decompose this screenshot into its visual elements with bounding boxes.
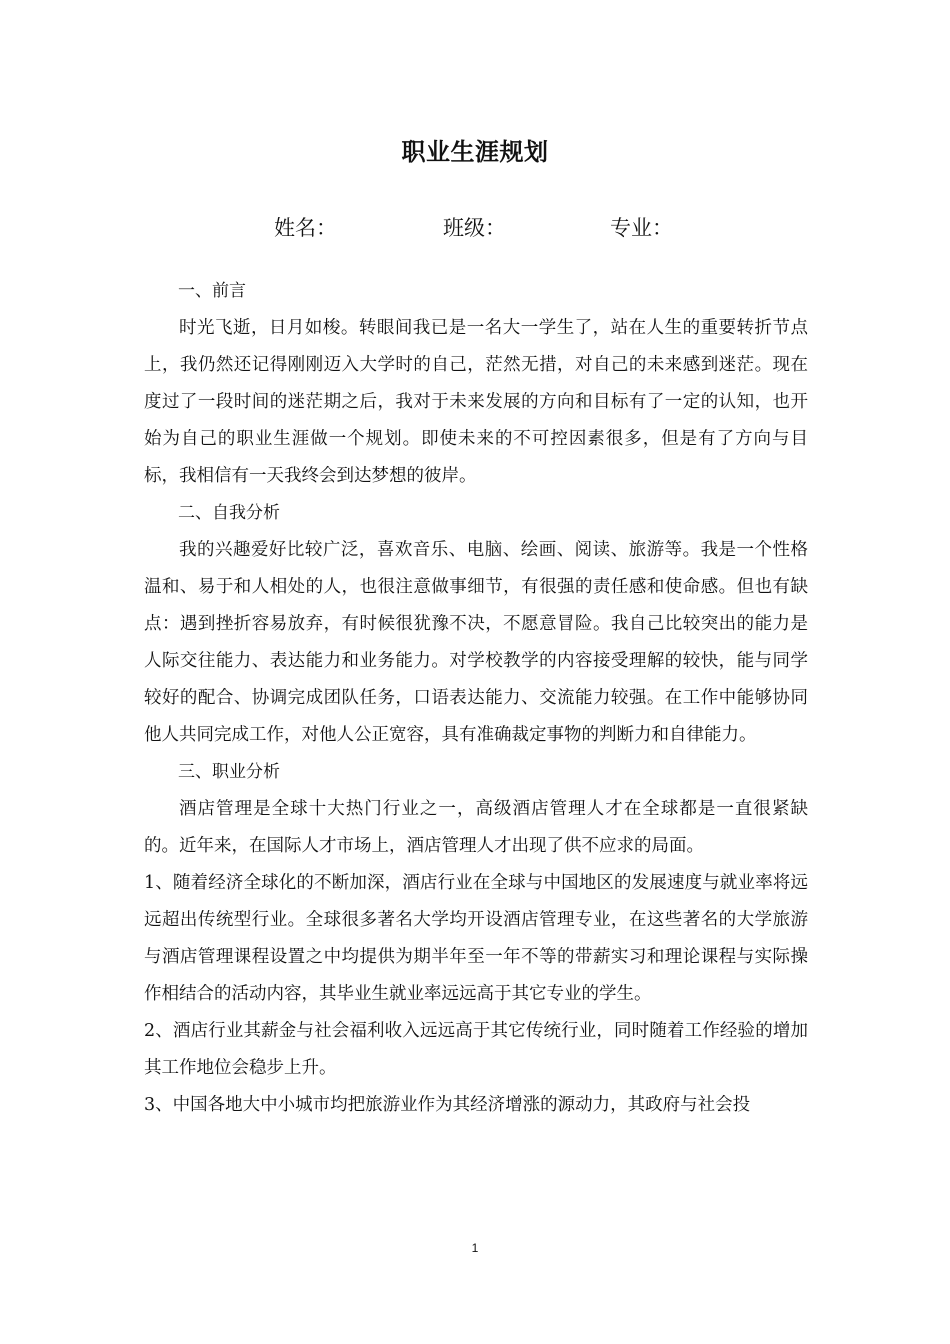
name-label: 姓名： <box>274 216 337 240</box>
section-heading-career-analysis: 三、职业分析 <box>178 762 280 782</box>
major-label: 专业： <box>610 216 673 240</box>
self-analysis-paragraph: 我的兴趣爱好比较广泛，喜欢音乐、电脑、绘画、阅读、旅游等。我是一个性格温和、易于和人相处的人，也很注意做事细节，有很强的责任感和使命感。但也有缺点：遇到挫折容易放弃，有时候很犹豫不决，不愿意冒险。我自己比较突出的能力是人际交往能力、表达能力和业务能力。对学校教学的内容接受理解的较快，能与同学较好的配合、协调完成团队任务，口语表达能力、交流能力较强。在工作中能够协同他人共同完成工作，对他人公正宽容，具有准确裁定事物的判断力和自律能力。 <box>144 540 808 745</box>
career-point-3: 3、中国各地大中小城市均把旅游业作为其经济增涨的源动力，其政府与社会投 <box>144 1095 751 1115</box>
page-number: 1 <box>471 1241 479 1255</box>
career-point-1: 1、随着经济全球化的不断加深，酒店行业在全球与中国地区的发展速度与就业率将远远超出传统型行业。全球很多著名大学均开设酒店管理专业，在这些著名的大学旅游与酒店管理课程设置之中均提供为期半年至一年不等的带薪实习和理论课程与实际操作相结合的活动内容，其毕业生就业率远远高于其它专业的学生。 <box>144 873 808 1004</box>
class-label: 班级： <box>443 216 506 240</box>
student-info-row <box>0 210 950 250</box>
document-body <box>144 273 808 1124</box>
career-point-2: 2、酒店行业其薪金与社会福利收入远远高于其它传统行业，同时随着工作经验的增加其工作地位会稳步上升。 <box>144 1021 808 1078</box>
section-heading-preface: 一、前言 <box>178 281 246 301</box>
section-heading-self-analysis: 二、自我分析 <box>178 503 280 523</box>
preface-paragraph: 时光飞逝，日月如梭。转眼间我已是一名大一学生了，站在人生的重要转折节点上，我仍然还记得刚刚迈入大学时的自己，茫然无措，对自己的未来感到迷茫。现在度过了一段时间的迷茫期之后，我对于未来发展的方向和目标有了一定的认知，也开始为自己的职业生涯做一个规划。即使未来的不可控因素很多，但是有了方向与目标，我相信有一天我终会到达梦想的彼岸。 <box>144 318 808 486</box>
career-analysis-paragraph: 酒店管理是全球十大热门行业之一，高级酒店管理人才在全球都是一直很紧缺的。近年来，在国际人才市场上，酒店管理人才出现了供不应求的局面。 <box>144 799 808 856</box>
document-title: 职业生涯规划 <box>401 138 549 166</box>
